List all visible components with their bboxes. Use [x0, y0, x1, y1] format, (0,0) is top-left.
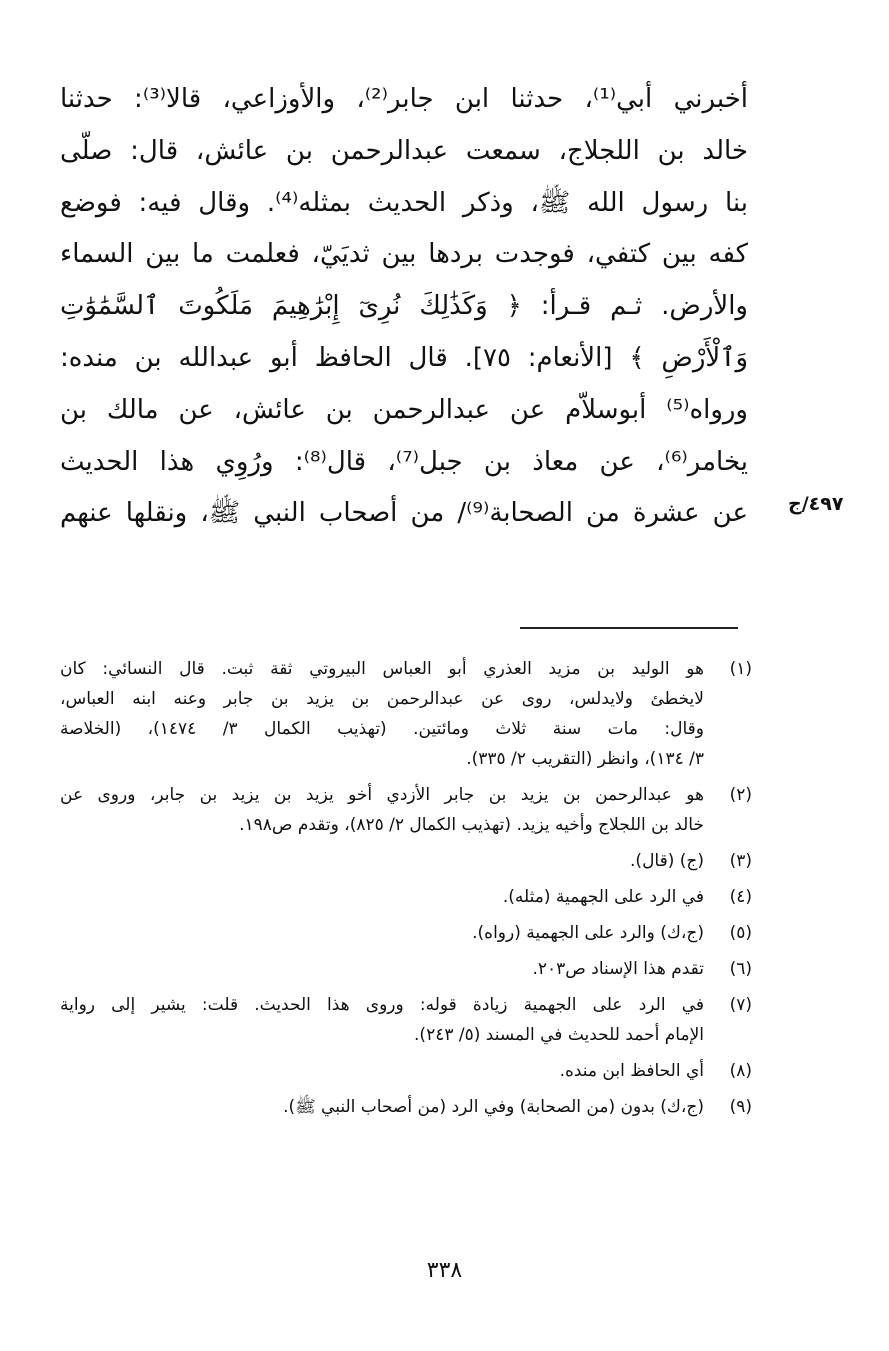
footnote-2 — [60, 780, 752, 840]
footnote-number: (٣) — [729, 851, 752, 871]
footnote-5 — [60, 918, 752, 948]
footnote-line: الإمام أحمد للحديث في المسند (٥/ ٢٤٣). — [414, 1025, 704, 1045]
main-text-line-1: أخبرني أبي⁽¹⁾، حدثنا ابن جابر⁽²⁾، والأوزاعي، قالا⁽³⁾: حدثنا — [60, 84, 748, 114]
footnote-6 — [60, 954, 752, 984]
footnote-3 — [60, 846, 752, 876]
footnote-text — [60, 654, 704, 774]
footnote-separator-rule — [520, 627, 738, 629]
footnote-line: ٣/ ١٣٤)، وانظر (التقريب ٢/ ٣٣٥). — [466, 749, 704, 769]
main-text-line-5: والأرض. ثـم قـرأ: ﴿ وَكَذَٰلِكَ نُرِىٓ إِبْرَٰهِيمَ مَلَكُوتَ ٱلسَّمَٰوَٰتِ — [60, 291, 748, 322]
footnote-number: (٥) — [729, 923, 752, 943]
footnote-4 — [60, 882, 752, 912]
footnote-line: (ج) (قال). — [630, 851, 704, 871]
manuscript-folio-marker: ٤٩٧/ج — [788, 493, 844, 515]
footnote-text — [60, 990, 704, 1050]
footnote-number: (٢) — [729, 785, 752, 805]
page-number: ٣٣٨ — [426, 1258, 463, 1283]
footnote-number: (٤) — [729, 887, 752, 907]
footnote-line: في الرد على الجهمية (مثله). — [502, 887, 704, 907]
main-text-line-7: ورواه⁽⁵⁾ أبوسلاّم عن عبدالرحمن بن عائش، عن مالك بن — [60, 394, 748, 425]
footnote-9 — [60, 1092, 752, 1122]
footnote-line: وقال: مات سنة ثلاث ومائتين. (تهذيب الكمال ٣/ ١٤٧٤)، (الخلاصة — [60, 719, 704, 739]
main-text-line-2: خالد بن اللجلاج، سمعت عبدالرحمن بن عائش، قال: صلّى — [60, 135, 748, 166]
main-text-block — [60, 74, 748, 540]
footnote-text — [60, 846, 704, 876]
footnote-line: خالد بن اللجلاج وأخيه يزيد. (تهذيب الكمال ٢/ ٨٢٥)، وتقدم ص١٩٨. — [239, 815, 704, 835]
footnote-7 — [60, 990, 752, 1050]
main-text-line-3: بنا رسول الله ﷺ، وذكر الحديث بمثله⁽⁴⁾. وقال فيه: فوضع — [60, 187, 748, 218]
main-text-line-6: وَٱلْأَرْضِ ﴾ [الأنعام: ٧٥]. قال الحافظ أبو عبدالله بن منده: — [60, 342, 748, 373]
footnote-line: هو الوليد بن مزيد العذري أبو العباس البيروتي ثقة ثبت. قال النسائي: كان — [60, 659, 704, 679]
footnote-line: في الرد على الجهمية زيادة قوله: وروى هذا الحديث. قلت: يشير إلى رواية — [60, 995, 704, 1015]
footnote-line: هو عبدالرحمن بن يزيد بن جابر الأزدي أخو يزيد بن يزيد بن جابر، وروى عن — [60, 785, 704, 805]
footnote-text — [60, 1056, 704, 1086]
footnote-line: لايخطئ ولايدلس، روى عن عبدالرحمن بن يزيد بن جابر وعنه ابنه العباس، — [60, 689, 704, 709]
footnote-number: (٩) — [729, 1097, 752, 1117]
footnote-text — [60, 918, 704, 948]
footnote-8 — [60, 1056, 752, 1086]
footnotes-block — [60, 654, 752, 1128]
main-text-line-8: يخامر⁽⁶⁾، عن معاذ بن جبل⁽⁷⁾، قال⁽⁸⁾: ورُوِي هذا الحديث — [60, 446, 748, 477]
footnote-text — [60, 780, 704, 840]
footnote-line: أي الحافظ ابن منده. — [559, 1061, 704, 1081]
footnote-text — [60, 954, 704, 984]
footnote-number: (٦) — [729, 959, 752, 979]
footnote-text — [60, 1092, 704, 1122]
footnote-number: (٧) — [729, 995, 752, 1015]
footnote-text — [60, 882, 704, 912]
main-text-line-9: عن عشرة من الصحابة⁽⁹⁾/ من أصحاب النبي ﷺ، ونقلها عنهم — [60, 498, 748, 529]
footnote-number: (٨) — [729, 1061, 752, 1081]
footnote-line: (ج،ك) والرد على الجهمية (رواه). — [472, 923, 704, 943]
footnote-line: (ج،ك) بدون (من الصحابة) وفي الرد (من أصحاب النبي ﷺ). — [283, 1097, 704, 1117]
footnote-line: تقدم هذا الإسناد ص٢٠٣. — [532, 959, 704, 979]
footnote-number: (١) — [729, 659, 752, 679]
main-text-line-4: كفه بين كتفي، فوجدت بردها بين ثديَيّ، فعلمت ما بين السماء — [60, 239, 748, 270]
footnote-1 — [60, 654, 752, 774]
